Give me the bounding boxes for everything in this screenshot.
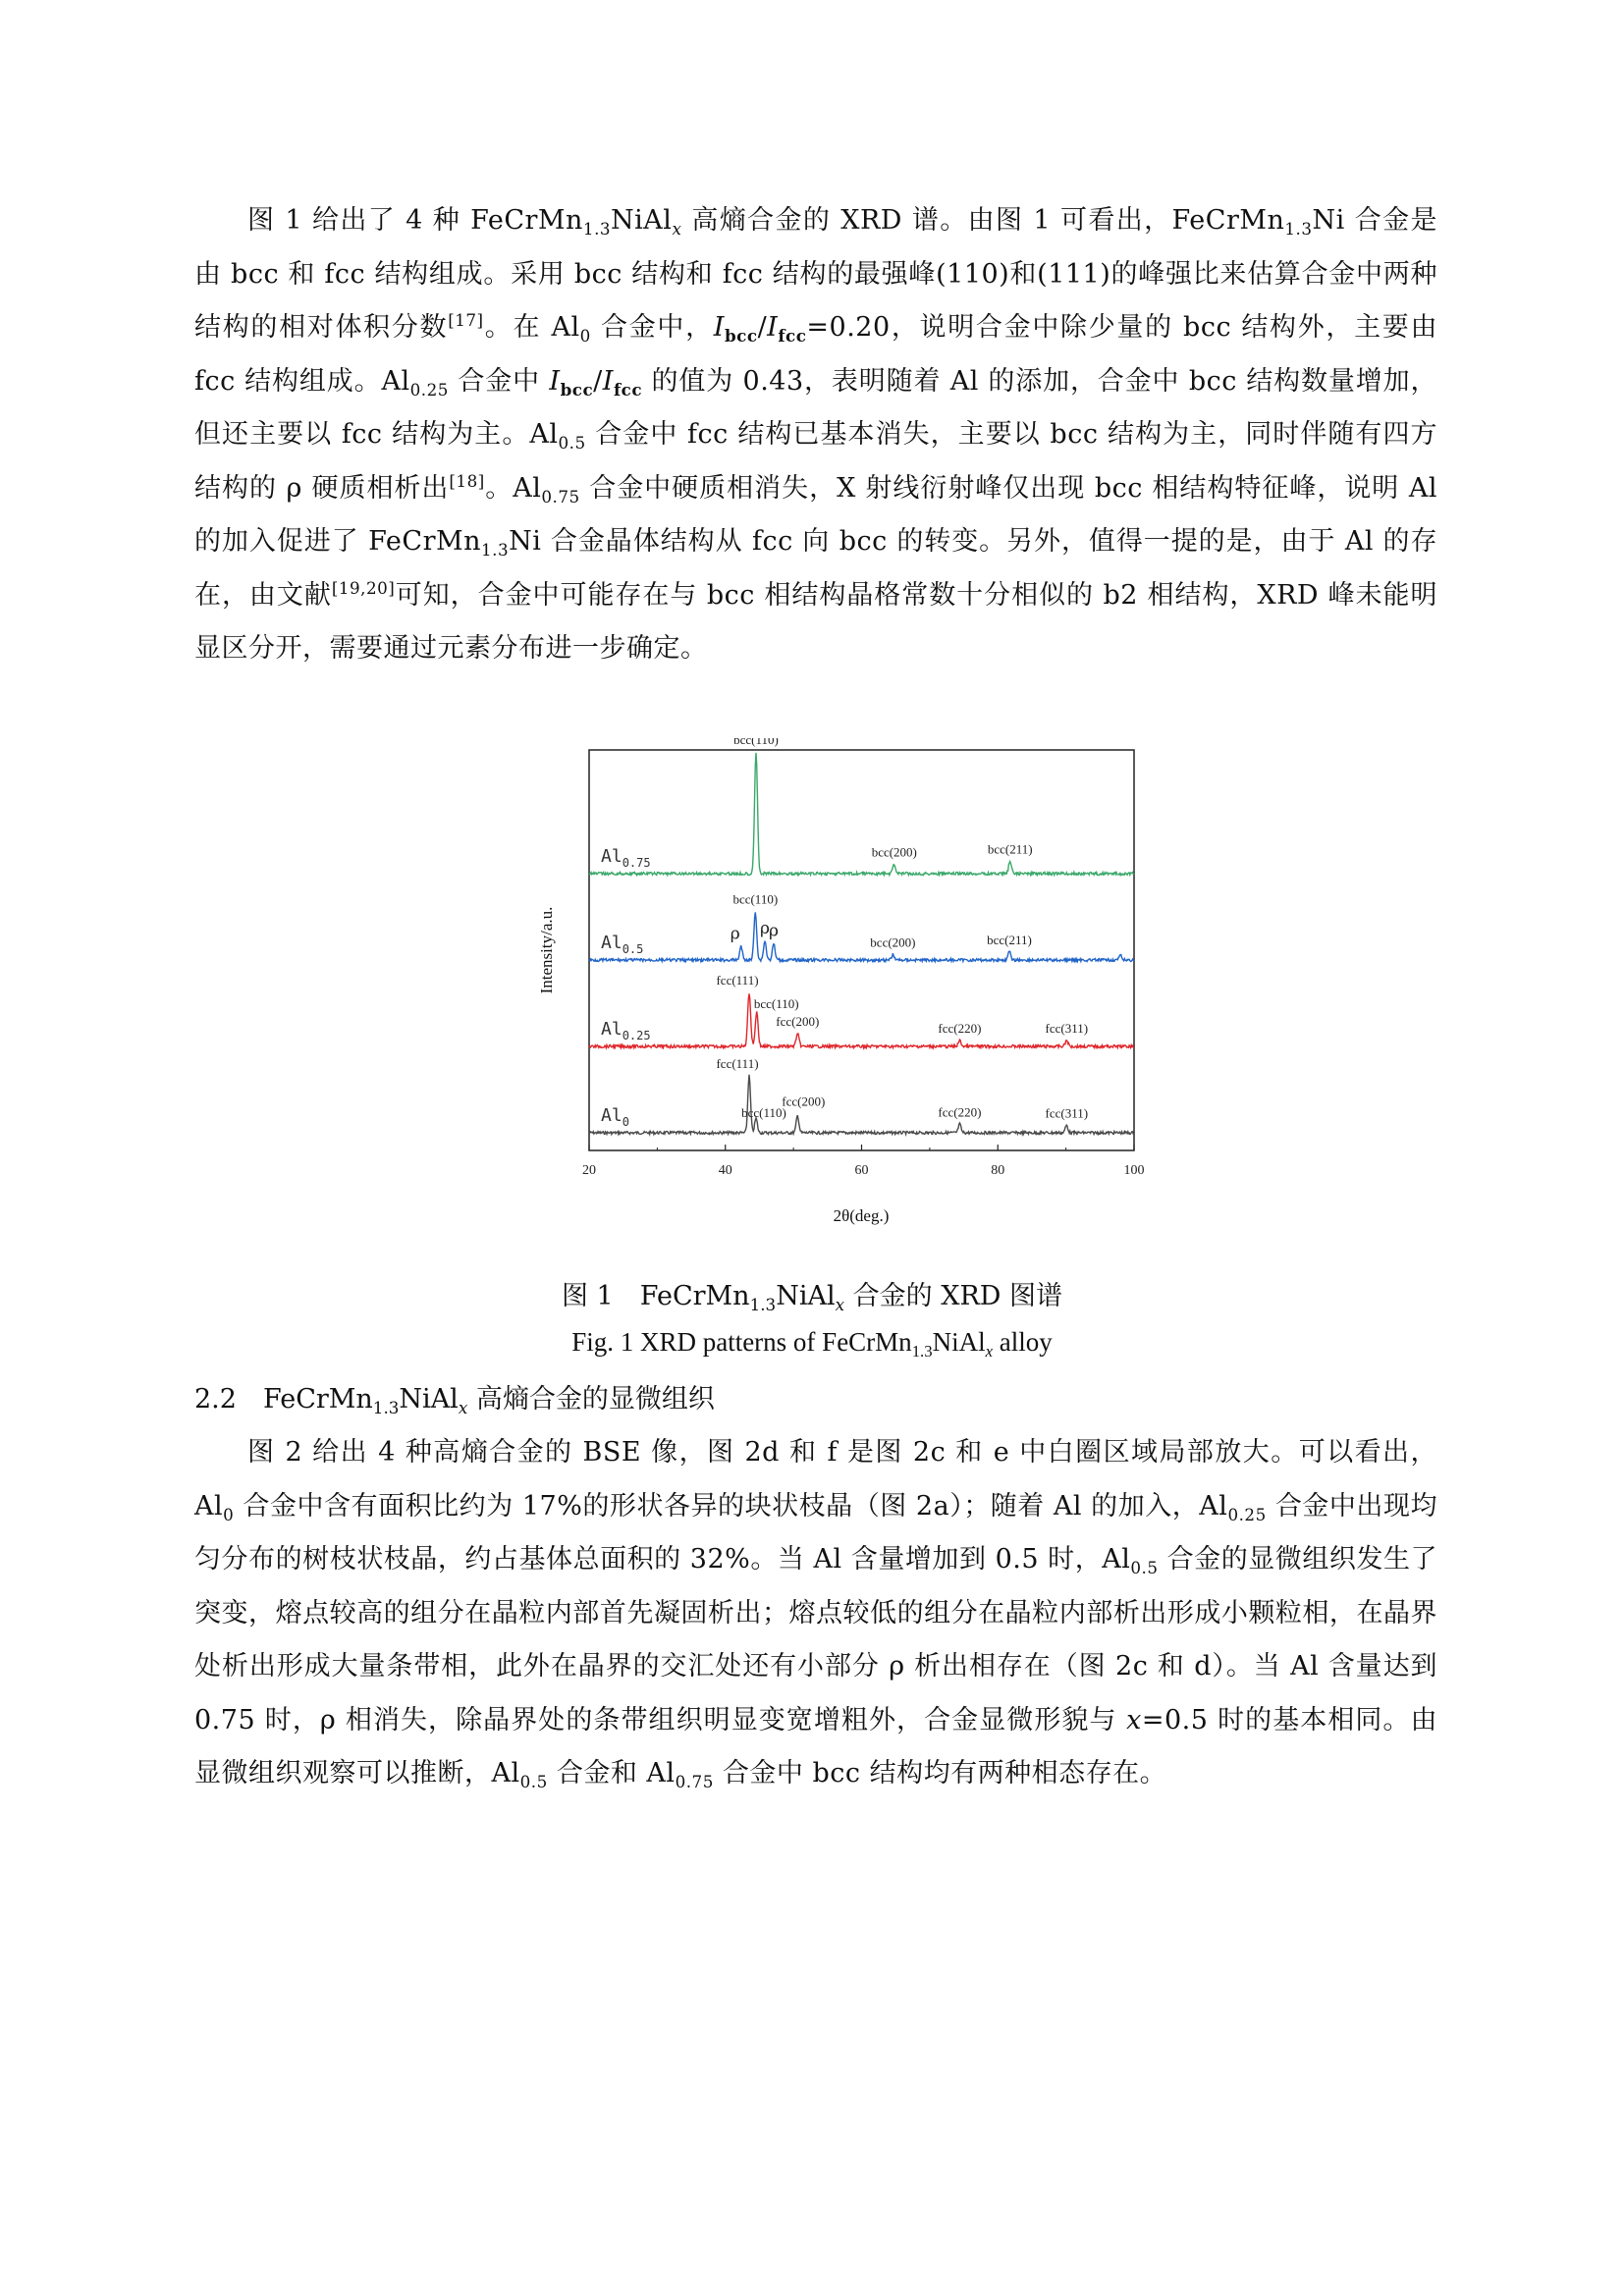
subscript: 1.3 [749, 1294, 777, 1314]
annotation-layer [601, 738, 1088, 1129]
subscript-x: x [458, 1397, 468, 1417]
peak-label: bcc(200) [871, 844, 917, 860]
paragraph-xrd-discussion [194, 194, 1437, 676]
intensity-symbol: I [713, 312, 725, 343]
intensity-symbol: I [549, 365, 561, 397]
text-run: / [757, 312, 768, 343]
peak-label: bcc(211) [987, 932, 1032, 947]
peak-label: ρ [730, 924, 740, 944]
series-label: $Al_{0.75}$ [601, 846, 651, 870]
peak-label: bcc(211) [987, 841, 1033, 857]
text-run: 合金的显微组织发生了突变，熔点较高的组分在晶粒内部首先凝固析出；熔点较低的组分在晶粒内部析出形成小颗粒相，在晶界处析出形成大量条带相，此外在晶界的交汇处还有小部分 ρ 析出相存在（图 2c 和 d）。当 Al 含量达到 0.75 时，ρ 相消失，除晶界处的条带组织明显变宽增粗外，合金显微形貌与 [194, 1544, 1437, 1735]
text-run: 合金中 [448, 365, 550, 397]
x-tick-label: 60 [854, 1163, 869, 1178]
series-label: $Al_{0.5}$ [601, 933, 644, 956]
text-run: 合金中含有面积比约为 17%的形状各异的块状枝晶（图 2a）；随着 Al 的加入，Al [234, 1490, 1228, 1522]
peak-label: bcc(110) [733, 738, 779, 747]
text-run: NiAl [399, 1384, 459, 1415]
text-run: 图 2 给出 4 种高熵合金的 BSE 像，图 2d 和 f 是图 2c 和 e 中白圈区域局部放大。可以看出， Al [194, 1437, 1437, 1522]
figure-caption-en [0, 1327, 1624, 1361]
text-run: Ni 合金晶体结构从 fcc 向 bcc 的转变。另外，值得一提的是，由于 Al 的存在，由文献 [194, 526, 1438, 611]
subscript: 0.5 [558, 432, 586, 453]
tick-layer [582, 1145, 1145, 1178]
text-run: NiAl [776, 1281, 836, 1311]
text-run: FeCrMn [262, 1384, 373, 1415]
peak-label: fcc(111) [716, 972, 759, 988]
peak-label: bcc(110) [741, 1105, 786, 1120]
x-tick-label: 40 [718, 1163, 732, 1178]
paragraph-microstructure [194, 1426, 1437, 1801]
subscript: bcc [560, 379, 594, 400]
series-line-Al0-75 [589, 753, 1134, 876]
xrd-figure [530, 738, 1159, 1249]
y-axis-label: Intensity/a.u. [537, 906, 556, 994]
subscript: fcc [613, 379, 643, 400]
series-layer [589, 753, 1134, 1135]
series-label: $Al_{0.25}$ [601, 1019, 651, 1042]
text-run: 合金中硬质相消失，X 射线衍射峰仅出现 bcc 相结构特征峰，说明 Al 的加入促进了 FeCrMn [194, 472, 1437, 557]
subscript: 0.75 [541, 486, 580, 507]
text-run: 可知，合金中可能存在与 bcc 相结构晶格常数十分相似的 b2 相结构，XRD 峰未能明显区分开，需要通过元素分布进一步确定。 [194, 579, 1437, 664]
peak-label: fcc(200) [782, 1094, 826, 1109]
subscript: 0.75 [675, 1771, 714, 1791]
subscript: 0 [223, 1504, 235, 1524]
x-tick-label: 20 [582, 1163, 596, 1178]
variable-x: x [1126, 1704, 1142, 1735]
subscript-x: x [672, 218, 682, 239]
section-number: 2.2 [194, 1384, 237, 1415]
peak-label: ρ [760, 918, 770, 938]
text-run: 合金中出现均匀分布的树枝状枝晶，约占基体总面积的 32%。当 Al 含量增加到 0.5 时，Al [194, 1490, 1437, 1575]
subscript-x: x [835, 1294, 845, 1314]
peak-label: fcc(200) [776, 1014, 820, 1030]
peak-label: fcc(111) [716, 1056, 759, 1071]
text-run: 图 1 FeCrMn [561, 1281, 750, 1311]
text-run: 图 1 给出了 4 种 FeCrMn [247, 205, 583, 236]
subscript: 1.3 [372, 1397, 400, 1417]
text-run: Ni 合金是由 bcc 和 fcc 结构组成。采用 bcc 结构和 fcc 结构的最强峰(110)和(111)的峰强比来估算合金中两种结构的相对体积分数 [194, 205, 1438, 343]
subscript: fcc [778, 325, 807, 346]
text-run: 高熵合金的显微组织 [467, 1384, 715, 1415]
peak-label: fcc(220) [938, 1021, 982, 1037]
text-run: 的值为 0.43，表明随着 Al 的添加，合金中 bcc 结构数量增加，但还主要以 fcc 结构为主。Al [194, 365, 1438, 450]
subscript: 0.25 [409, 379, 449, 400]
text-run: / [593, 365, 603, 397]
subscript: 1.3 [1284, 218, 1313, 239]
x-tick-label: 100 [1123, 1163, 1145, 1178]
text-run: 高熵合金的 XRD 谱。由图 1 可看出，FeCrMn [681, 205, 1285, 236]
text-run: NiAl [932, 1327, 986, 1357]
text-run: NiAl [611, 205, 673, 236]
text-run: =0.5 时的基本相同。由显微组织观察可以推断，Al [194, 1704, 1437, 1789]
citation: [19,20] [331, 577, 396, 598]
peak-label: bcc(110) [753, 996, 799, 1012]
text-run: 合金中 fcc 结构已基本消失，主要以 bcc 结构为主，同时伴随有四方结构的 ρ 硬质相析出 [194, 419, 1437, 504]
subscript: 0.25 [1227, 1504, 1267, 1524]
plot-frame [589, 750, 1134, 1150]
section-heading [194, 1377, 715, 1415]
intensity-symbol: I [767, 312, 779, 343]
text-run: 合金中， [590, 312, 714, 343]
subscript: 0.5 [519, 1771, 548, 1791]
text-run: alloy [993, 1327, 1053, 1357]
text-run: 合金和 Al [547, 1758, 676, 1789]
peak-label: fcc(311) [1045, 1021, 1089, 1037]
citation: [18] [449, 470, 485, 491]
text-run: 。Al [484, 472, 542, 504]
series-line-Al0-5 [589, 912, 1134, 961]
subscript: bcc [724, 325, 758, 346]
subscript: 0 [579, 325, 591, 346]
peak-label: bcc(110) [732, 891, 779, 907]
series-label: $Al_0$ [601, 1105, 629, 1129]
subscript: 0.5 [1130, 1557, 1159, 1577]
text-run: 。在 Al [483, 312, 580, 343]
xrd-chart [530, 738, 1159, 1249]
subscript: 1.3 [582, 218, 612, 239]
text-run: Fig. 1 XRD patterns of FeCrMn [571, 1327, 912, 1357]
text-run: =0.20，说明合金中除少量的 bcc 结构外，主要由 fcc 结构组成。Al [194, 312, 1438, 397]
peak-label: bcc(200) [870, 934, 916, 950]
intensity-symbol: I [602, 365, 614, 397]
x-axis-label: 2θ(deg.) [833, 1206, 890, 1225]
text-run: 合金的 XRD 图谱 [844, 1281, 1063, 1311]
text-run: 合金中 bcc 结构均有两种相态存在。 [713, 1758, 1167, 1789]
peak-label: ρ [769, 921, 779, 941]
peak-label: fcc(311) [1045, 1105, 1089, 1121]
series-line-Al0 [589, 1075, 1134, 1135]
subscript: 1.3 [911, 1341, 933, 1361]
citation: [17] [448, 309, 484, 330]
figure-caption-cn [0, 1274, 1624, 1312]
subscript-x: x [985, 1341, 994, 1361]
x-tick-label: 80 [991, 1163, 1005, 1178]
subscript: 1.3 [481, 539, 510, 560]
peak-label: fcc(220) [938, 1104, 982, 1120]
